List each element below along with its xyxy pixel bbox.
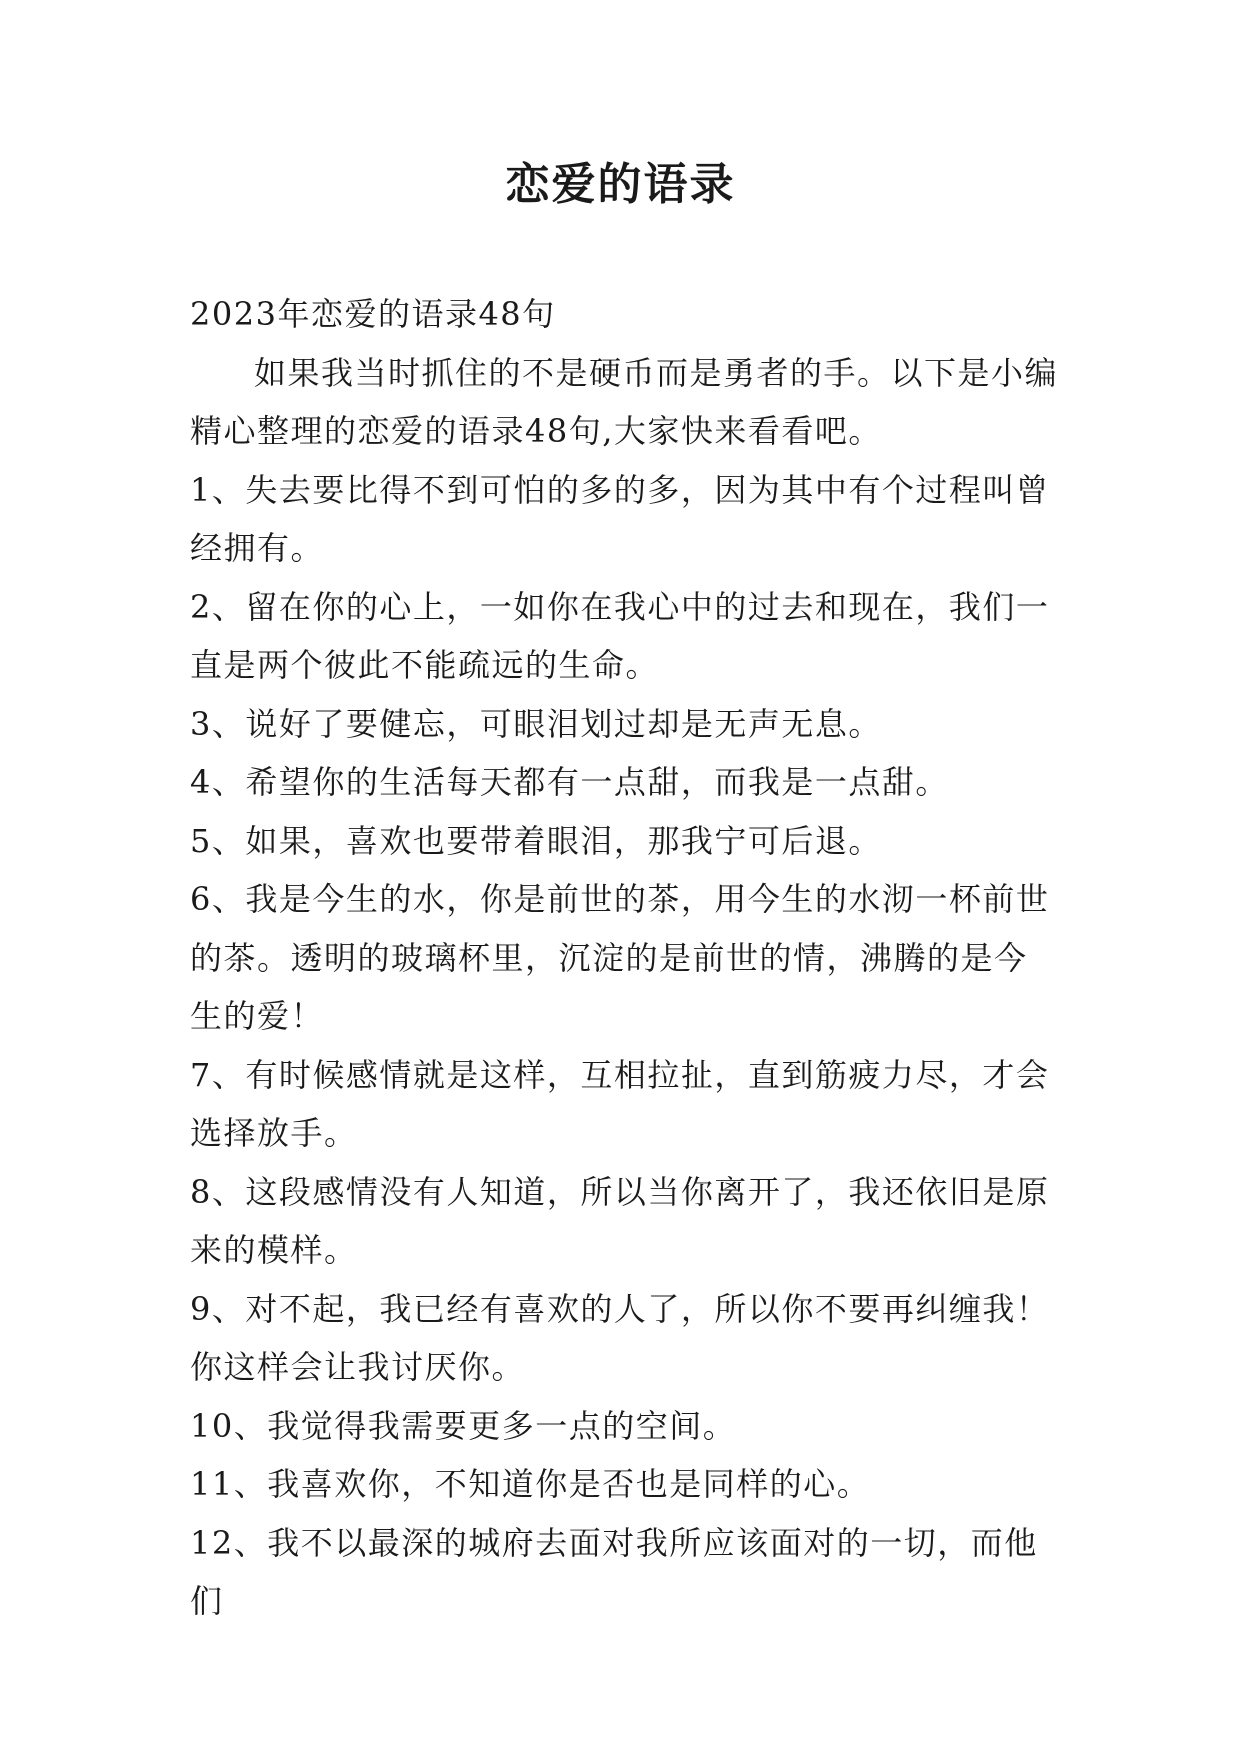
quote-item-4: 4、希望你的生活每天都有一点甜，而我是一点甜。: [190, 763, 949, 801]
document-body: [190, 285, 1060, 1631]
quote-item-9: 9、对不起，我已经有喜欢的人了，所以你不要再纠缠我！你这样会让我讨厌你。: [190, 1289, 1050, 1386]
document-title: 恋爱的语录: [505, 159, 736, 210]
quote-item-2: 2、留在你的心上，一如你在我心中的过去和现在，我们一直是两个彼此不能疏远的生命。: [190, 587, 1050, 684]
quote-item-10: 10、我觉得我需要更多一点的空间。: [190, 1406, 737, 1445]
document-subtitle: 2023年恋爱的语录48句: [190, 295, 556, 333]
quote-item-7: 7、有时候感情就是这样，互相拉扯，直到筋疲力尽，才会选择放手。: [190, 1055, 1050, 1152]
quote-item-1: 1、失去要比得不到可怕的多的多，因为其中有个过程叫曾经拥有。: [190, 470, 1050, 567]
intro-paragraph: 如果我当时抓住的不是硬币而是勇者的手。以下是小编精心整理的恋爱的语录48句,大家快来看看吧。: [190, 353, 1059, 450]
quote-item-6: 6、我是今生的水，你是前世的茶，用今生的水沏一杯前世的茶。透明的玻璃杯里，沉淀的是前世的情，沸腾的是今生的爱！: [190, 880, 1050, 1035]
quote-item-11: 11、我喜欢你，不知道你是否也是同样的心。: [190, 1465, 871, 1503]
quote-item-8: 8、这段感情没有人知道，所以当你离开了，我还依旧是原来的模样。: [190, 1172, 1050, 1269]
quote-item-12: 12、我不以最深的城府去面对我所应该面对的一切，而他们: [190, 1523, 1038, 1620]
quote-item-5: 5、如果，喜欢也要带着眼泪，那我宁可后退。: [190, 821, 882, 860]
quote-item-3: 3、说好了要健忘，可眼泪划过却是无声无息。: [190, 704, 882, 743]
